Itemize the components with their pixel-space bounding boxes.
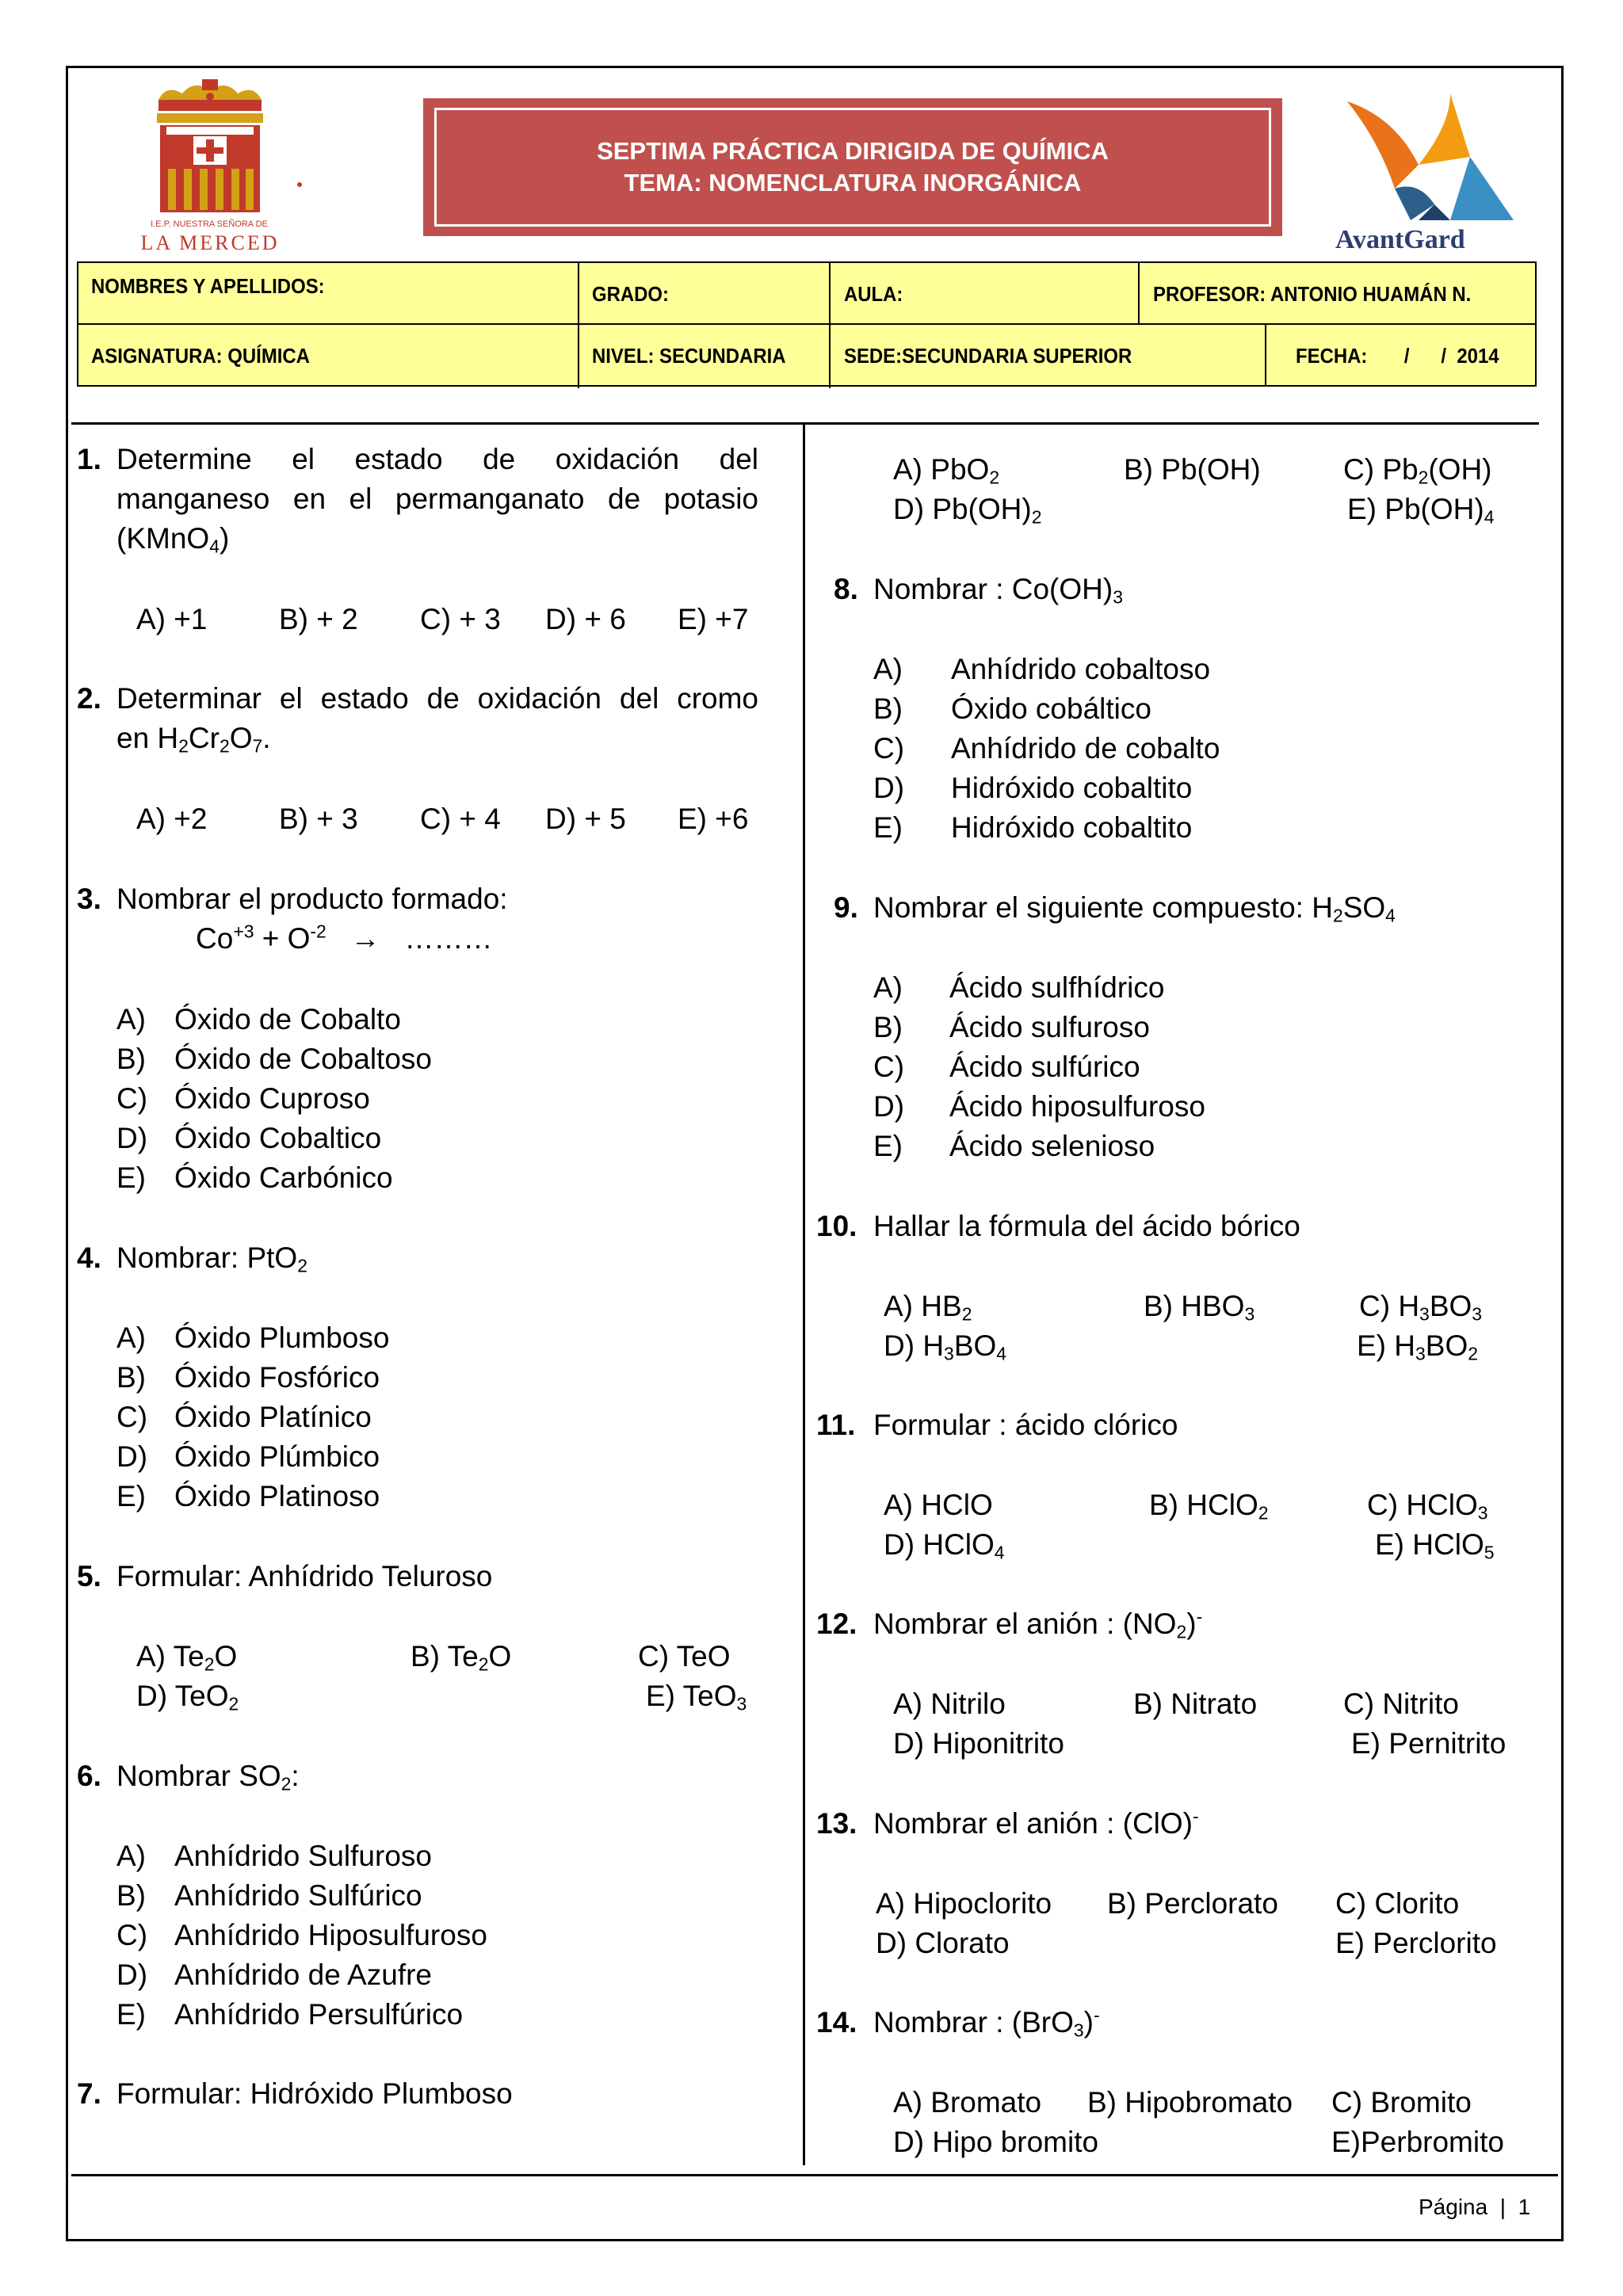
q1-option-b[interactable]: B) + 2: [279, 603, 358, 635]
q6-letter-d: D): [116, 1958, 148, 1991]
q4-option-b[interactable]: Óxido Fosfórico: [174, 1361, 380, 1394]
q14-option-c[interactable]: C) Bromito: [1331, 2086, 1472, 2119]
title-line-1: SEPTIMA PRÁCTICA DIRIGIDA DE QUÍMICA: [597, 137, 1109, 165]
q9-letter-d: D): [873, 1090, 905, 1123]
q7-option-d[interactable]: D) $Pb(OH)_2$: [893, 493, 1042, 528]
q4-option-d[interactable]: Óxido Plúmbico: [174, 1440, 380, 1473]
q11-option-d[interactable]: D) HClO$_4$: [884, 1528, 1005, 1563]
q3-letter-b: B): [116, 1043, 146, 1075]
q7-option-c[interactable]: C) $Pb_2(OH)$: [1343, 453, 1492, 488]
q12-option-a[interactable]: A) Nitrilo: [893, 1688, 1006, 1720]
bird-icon: [1347, 93, 1514, 220]
sede-field: SEDE:SECUNDARIA SUPERIOR: [844, 344, 1132, 368]
q5-option-a[interactable]: A) $Te_2O$: [136, 1640, 238, 1675]
title-line-2: TEMA: NOMENCLATURA INORGÁNICA: [624, 169, 1082, 196]
crown-icon: [158, 79, 262, 111]
nivel-field: NIVEL: SECUNDARIA: [592, 344, 786, 368]
q1-option-c[interactable]: C) + 3: [420, 603, 501, 635]
q13-option-c[interactable]: C) Clorito: [1335, 1887, 1460, 1920]
school-crest-logo: [111, 78, 309, 256]
q3-letter-a: A): [116, 1003, 146, 1035]
q4-option-e[interactable]: Óxido Platinoso: [174, 1480, 380, 1512]
q3-option-a[interactable]: Óxido de Cobalto: [174, 1003, 401, 1035]
q11-option-c[interactable]: C) HClO$_3$: [1367, 1489, 1488, 1524]
arrow-icon: →: [350, 922, 380, 955]
q14-option-b[interactable]: B) Hipobromato: [1087, 2086, 1293, 2119]
shield-icon: [160, 125, 260, 212]
aula-field[interactable]: AULA:: [844, 282, 903, 306]
q3-letter-d: D): [116, 1122, 148, 1154]
q13-option-b[interactable]: B) Perclorato: [1107, 1887, 1278, 1920]
q13-option-a[interactable]: A) Hipoclorito: [876, 1887, 1052, 1920]
q8-letter-e: E): [873, 811, 903, 844]
q3-letter-c: C): [116, 1082, 148, 1115]
q10-option-b[interactable]: B) $HBO_3$: [1144, 1290, 1255, 1325]
q8-letter-c: C): [873, 732, 905, 765]
q11-option-b[interactable]: B) HClO$_2$: [1149, 1489, 1269, 1524]
q1-option-a[interactable]: A) +1: [136, 603, 208, 635]
reaction-equation: $Co^{+3} + O^{-2}$ → ………: [196, 921, 493, 955]
q7-option-a[interactable]: A) PbO$_2$: [893, 453, 1000, 488]
q9-option-b[interactable]: Ácido sulfuroso: [949, 1011, 1150, 1043]
q10-option-c[interactable]: C) $H_3BO_3$: [1359, 1290, 1483, 1325]
q5-option-d[interactable]: D) TeO$_2$: [136, 1680, 239, 1714]
q7-option-e[interactable]: E) $Pb(OH)_4$: [1347, 493, 1495, 528]
title-banner: [423, 98, 1282, 236]
q6-letter-c: C): [116, 1919, 148, 1951]
footer-divider: [71, 2174, 1558, 2176]
q6-option-c[interactable]: Anhídrido Hiposulfuroso: [174, 1919, 487, 1951]
q6-option-d[interactable]: Anhídrido de Azufre: [174, 1958, 432, 1991]
q8-letter-a: A): [873, 653, 903, 685]
student-info-table: [77, 261, 1537, 387]
q4-letter-b: B): [116, 1361, 146, 1394]
column-divider: [803, 422, 805, 2165]
q6-option-a[interactable]: Anhídrido Sulfuroso: [174, 1840, 432, 1872]
q3-option-c[interactable]: Óxido Cuproso: [174, 1082, 370, 1115]
q9-option-c[interactable]: Ácido sulfúrico: [949, 1051, 1140, 1083]
q4-option-a[interactable]: Óxido Plumboso: [174, 1322, 390, 1354]
q12-option-e[interactable]: E) Pernitrito: [1351, 1727, 1507, 1760]
profesor-field: PROFESOR: ANTONIO HUAMÁN N.: [1153, 282, 1472, 306]
q8-option-c[interactable]: Anhídrido de cobalto: [951, 732, 1220, 765]
q14-option-a[interactable]: A) Bromato: [893, 2086, 1042, 2119]
avantgard-logo: [1331, 93, 1529, 252]
q2-option-c[interactable]: C) + 4: [420, 803, 501, 835]
q6-letter-a: A): [116, 1840, 146, 1872]
q14-option-e[interactable]: E)Perbromito: [1331, 2126, 1504, 2158]
q8-letter-d: D): [873, 772, 905, 804]
grado-field[interactable]: GRADO:: [592, 282, 670, 306]
q2-option-e[interactable]: E) +6: [678, 803, 749, 835]
q9-letter-c: C): [873, 1051, 905, 1083]
q10-option-a[interactable]: A) $HB_2$: [884, 1290, 972, 1325]
asignatura-field: ASIGNATURA: QUÍMICA: [91, 344, 310, 368]
q8-option-e[interactable]: Hidróxido cobaltito: [951, 811, 1193, 844]
q4-letter-e: E): [116, 1480, 146, 1512]
q8-option-b[interactable]: Óxido cobáltico: [951, 692, 1151, 725]
nombres-field[interactable]: NOMBRES Y APELLIDOS:: [91, 274, 325, 298]
q9-option-a[interactable]: Ácido sulfhídrico: [949, 971, 1165, 1004]
q12-option-b[interactable]: B) Nitrato: [1133, 1688, 1258, 1720]
q4-letter-c: C): [116, 1401, 148, 1433]
q3-option-b[interactable]: Óxido de Cobaltoso: [174, 1043, 432, 1075]
q3-option-e[interactable]: Óxido Carbónico: [174, 1161, 393, 1194]
q1-option-e[interactable]: E) +7: [678, 603, 749, 635]
q10-option-e[interactable]: E) $H_3BO_2$: [1357, 1329, 1478, 1364]
q11-option-e[interactable]: E) HClO$_5$: [1375, 1528, 1495, 1563]
q9-letter-a: A): [873, 971, 903, 1004]
q3-letter-e: E): [116, 1161, 146, 1194]
q8-option-d[interactable]: Hidróxido cobaltito: [951, 772, 1193, 804]
crest-name: LA MERCED: [140, 231, 280, 254]
q1-option-d[interactable]: D) + 6: [545, 603, 626, 635]
q9-option-d[interactable]: Ácido hiposulfuroso: [949, 1090, 1205, 1123]
page-number: Página | 1: [1419, 2195, 1531, 2219]
fecha-field[interactable]: FECHA: / / 2014: [1296, 344, 1499, 368]
q13-option-e[interactable]: E) Perclorito: [1335, 1927, 1497, 1959]
q6-option-b[interactable]: Anhídrido Sulfúrico: [174, 1879, 422, 1912]
q5-option-c[interactable]: C) TeO: [638, 1640, 731, 1672]
q9-letter-b: B): [873, 1011, 903, 1043]
brand-name: AvantGard: [1335, 225, 1465, 252]
q4-option-c[interactable]: Óxido Platínico: [174, 1401, 372, 1433]
q7-option-b[interactable]: B) Pb(OH): [1124, 453, 1261, 486]
q6-letter-e: E): [116, 1998, 146, 2031]
crest-caption: I.E.P. NUESTRA SEÑORA DE: [151, 219, 268, 229]
q13-option-d[interactable]: D) Clorato: [876, 1927, 1010, 1959]
q11-option-a[interactable]: A) HClO: [884, 1489, 993, 1521]
q10-option-d[interactable]: D) $H_3BO_4$: [884, 1329, 1007, 1364]
q2-option-d[interactable]: D) + 5: [545, 803, 626, 835]
q12-option-c[interactable]: C) Nitrito: [1343, 1688, 1459, 1720]
q14-option-d[interactable]: D) Hipo bromito: [893, 2126, 1099, 2158]
q5-option-e[interactable]: E) TeO$_3$: [646, 1680, 747, 1714]
q3-option-d[interactable]: Óxido Cobaltico: [174, 1122, 382, 1154]
q6-letter-b: B): [116, 1879, 146, 1912]
q2-option-a[interactable]: A) +2: [136, 803, 208, 835]
header-divider: [71, 422, 1539, 425]
q8-letter-b: B): [873, 692, 903, 725]
q2-option-b[interactable]: B) + 3: [279, 803, 358, 835]
q9-letter-e: E): [873, 1130, 903, 1162]
q6-option-e[interactable]: Anhídrido Persulfúrico: [174, 1998, 464, 2031]
q9-option-e[interactable]: Ácido selenioso: [949, 1130, 1155, 1162]
q4-letter-a: A): [116, 1322, 146, 1354]
q4-letter-d: D): [116, 1440, 148, 1473]
q8-option-a[interactable]: Anhídrido cobaltoso: [951, 653, 1211, 685]
q5-option-b[interactable]: B) $Te_2O$: [411, 1640, 512, 1675]
q12-option-d[interactable]: D) Hiponitrito: [893, 1727, 1064, 1760]
